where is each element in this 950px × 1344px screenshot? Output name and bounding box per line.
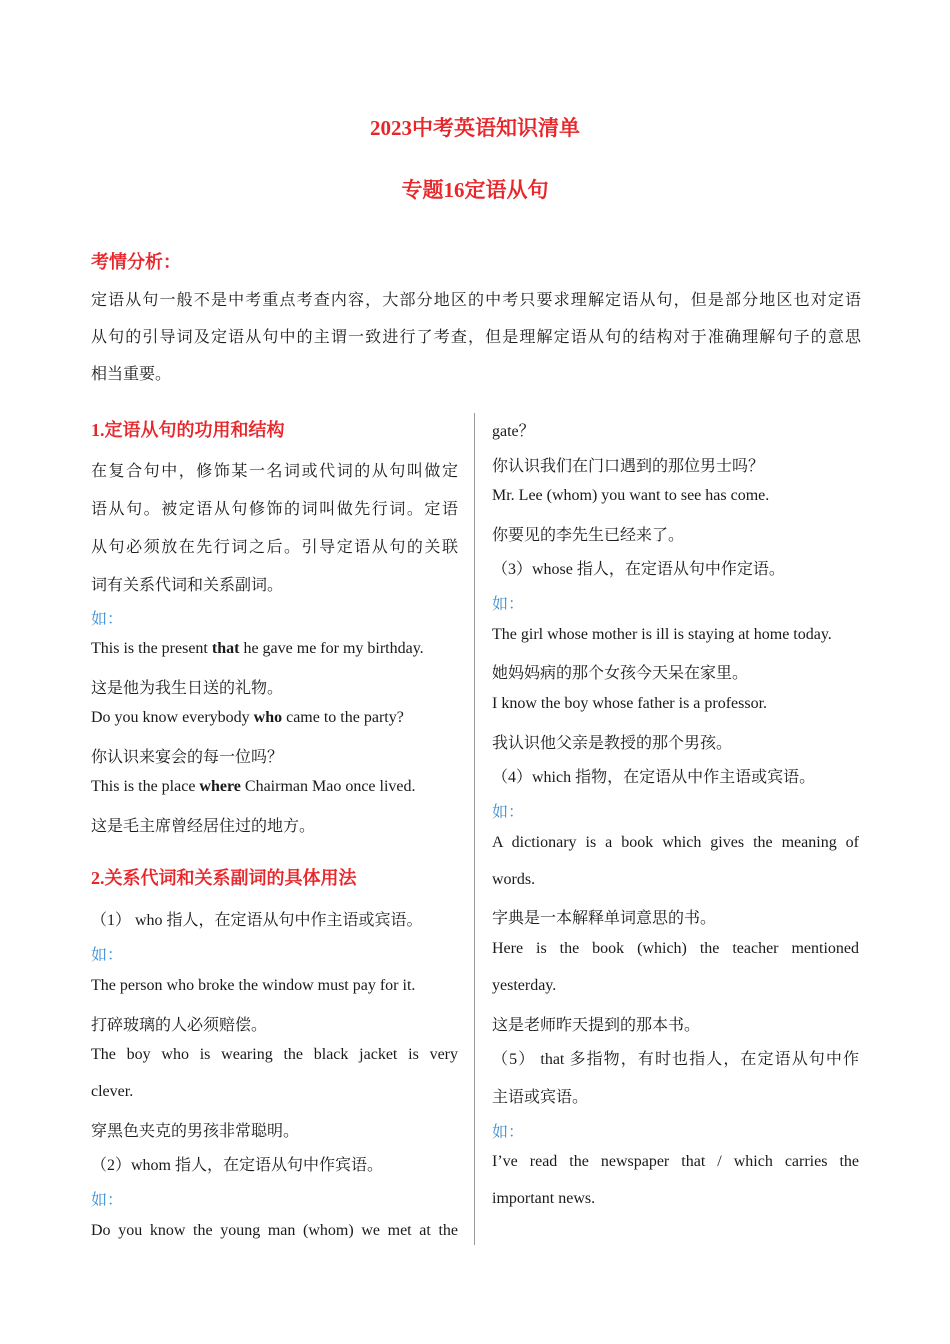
example-sentence: Do you know the young man (whom) we met at the <box>91 1222 458 1239</box>
example-translation: 这是毛主席曾经居住过的地方。 <box>91 818 316 835</box>
example-translation: 你要见的李先生已经来了。 <box>492 527 685 544</box>
section-1-heading: 1.定语从句的功用和结构 <box>91 420 285 440</box>
example-sentence: words. <box>492 871 536 888</box>
analysis-line: 定语从句一般不是中考重点考查内容，大部分地区的中考只要求理解定语从句，但是部分地区也对定语 <box>91 292 861 309</box>
example-label: 如： <box>492 804 525 821</box>
example-translation: 她妈妈病的那个女孩今天呆在家里。 <box>492 665 749 682</box>
example-translation: 你认识我们在门口遇到的那位男士吗？ <box>492 458 765 475</box>
example-translation: 这是他为我生日送的礼物。 <box>91 680 284 697</box>
rule-item: （2）whom 指人，在定语从句中作宾语。 <box>91 1157 384 1174</box>
section-2-heading: 2.关系代词和关系副词的具体用法 <box>91 868 357 888</box>
rule-item: （4）which 指物，在定语从中作主语或宾语。 <box>492 769 816 786</box>
page-title: 2023中考英语知识清单 <box>370 116 580 140</box>
example-translation: 打碎玻璃的人必须赔偿。 <box>91 1017 268 1034</box>
example-sentence: The person who broke the window must pay for it. <box>91 977 416 994</box>
example-sentence: The girl whose mother is ill is staying at home today. <box>492 626 832 643</box>
section-1-line: 在复合句中，修饰某一名词或代词的从句叫做定 <box>91 463 458 480</box>
right-column <box>492 0 859 1344</box>
example-sentence: This is the present that he gave me for my birthday. <box>91 640 424 657</box>
example-label: 如： <box>91 947 124 964</box>
analysis-line: 相当重要。 <box>91 366 172 383</box>
example-sentence: A dictionary is a book which gives the meaning of <box>492 834 859 851</box>
rule-item: 主语或宾语。 <box>492 1089 589 1106</box>
left-column <box>91 0 458 1344</box>
example-label: 如： <box>492 1124 525 1141</box>
analysis-heading: 考情分析： <box>91 252 181 272</box>
example-label: 如： <box>91 611 124 628</box>
example-label: 如： <box>91 1192 124 1209</box>
example-label: 如： <box>492 596 525 613</box>
section-1-line: 语从句。被定语从句修饰的词叫做先行词。定语 <box>91 501 458 518</box>
example-translation: 字典是一本解释单词意思的书。 <box>492 910 717 927</box>
example-translation: 我认识他父亲是教授的那个男孩。 <box>492 735 733 752</box>
example-sentence: Do you know everybody who came to the party? <box>91 709 404 726</box>
rule-item: （5） that 多指物，有时也指人，在定语从句中作 <box>492 1051 859 1068</box>
example-sentence: I’ve read the newspaper that / which carries the <box>492 1153 859 1170</box>
example-sentence: clever. <box>91 1083 134 1100</box>
rule-item: （3）whose 指人，在定语从句中作定语。 <box>492 561 785 578</box>
example-sentence: yesterday. <box>492 977 557 994</box>
example-sentence: The boy who is wearing the black jacket is very <box>91 1046 458 1063</box>
example-translation: 这是老师昨天提到的那本书。 <box>492 1017 701 1034</box>
example-sentence: gate？ <box>492 423 535 440</box>
example-sentence: Mr. Lee (whom) you want to see has come. <box>492 487 770 504</box>
example-sentence: Here is the book (which) the teacher mentioned <box>492 940 859 957</box>
analysis-line: 从句的引导词及定语从句中的主谓一致进行了考查，但是理解定语从句的结构对于准确理解句子的意思 <box>91 329 861 346</box>
example-sentence: important news. <box>492 1190 596 1207</box>
example-sentence: I know the boy whose father is a professor. <box>492 695 768 712</box>
example-sentence: This is the place where Chairman Mao once lived. <box>91 778 416 795</box>
section-1-line: 从句必须放在先行词之后。引导定语从句的关联 <box>91 539 458 556</box>
page-subtitle: 专题16定语从句 <box>401 178 549 202</box>
column-divider <box>474 413 475 1245</box>
example-translation: 穿黑色夹克的男孩非常聪明。 <box>91 1123 300 1140</box>
rule-item: （1） who 指人，在定语从句中作主语或宾语。 <box>91 912 423 929</box>
section-1-line: 词有关系代词和关系副词。 <box>91 577 284 594</box>
example-translation: 你认识来宴会的每一位吗？ <box>91 749 284 766</box>
